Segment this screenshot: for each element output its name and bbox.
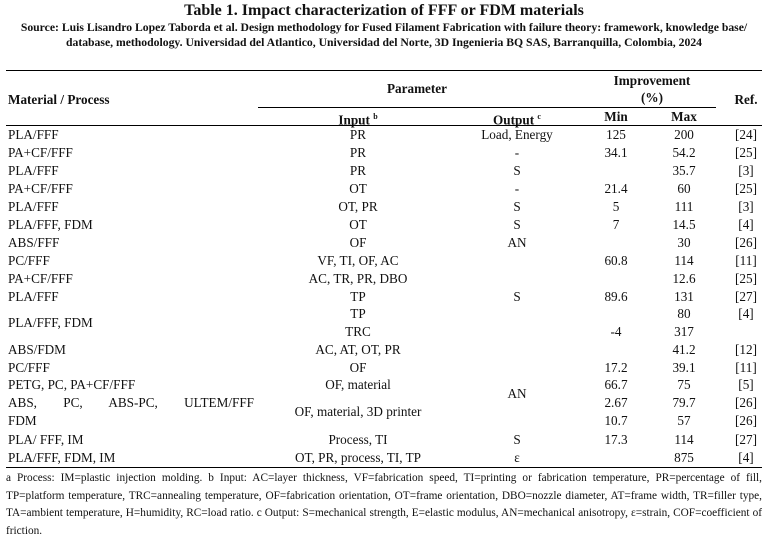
row-material: PLA/FFF bbox=[8, 163, 59, 178]
header-material: Material / Process bbox=[8, 92, 110, 107]
row-material: ABS/FDM bbox=[8, 342, 66, 357]
row-input: OF bbox=[349, 235, 367, 250]
row-ref: [27] bbox=[735, 289, 757, 304]
row-ref: [26] bbox=[735, 235, 757, 250]
header-output: Output $^c$ bbox=[493, 112, 541, 128]
row-material: PC/FFF bbox=[8, 253, 50, 268]
row-input: AC, AT, OT, PR bbox=[315, 342, 401, 357]
row-max: 14.5 bbox=[672, 217, 696, 232]
row-ref: [25] bbox=[735, 271, 757, 286]
row-input: PR bbox=[349, 145, 367, 160]
row-max: 200 bbox=[674, 127, 694, 142]
row-material: PLA/FFF bbox=[8, 127, 59, 142]
row-min: 125 bbox=[606, 127, 626, 142]
row-max: 60 bbox=[677, 181, 691, 196]
row-min: 34.1 bbox=[604, 145, 628, 160]
row-output: AN bbox=[507, 235, 527, 250]
header-min: Min bbox=[604, 109, 628, 124]
row-ref: [3] bbox=[738, 163, 754, 178]
row-output: - bbox=[514, 145, 520, 160]
row-max: 875 bbox=[674, 450, 694, 465]
row-input: Process, TI bbox=[328, 432, 388, 447]
row-max: 79.7 bbox=[672, 395, 696, 410]
row-min: 89.6 bbox=[604, 289, 628, 304]
row-material: ABS/FFF bbox=[8, 235, 60, 250]
row-min: 21.4 bbox=[604, 181, 628, 196]
row-max: 114 bbox=[674, 432, 694, 447]
row-max: 39.1 bbox=[672, 360, 696, 375]
row-ref: [24] bbox=[735, 127, 757, 142]
row-ref: [4] bbox=[738, 306, 754, 321]
row-min: 17.3 bbox=[604, 432, 628, 447]
row-ref: [3] bbox=[738, 199, 754, 214]
row-material: PETG, PC, PA+CF/FFF bbox=[8, 377, 136, 392]
row-max: 35.7 bbox=[672, 163, 696, 178]
row-max: 54.2 bbox=[672, 145, 696, 160]
row-ref: [11] bbox=[735, 253, 757, 268]
row-min: 60.8 bbox=[604, 253, 628, 268]
row-max-2: 317 bbox=[674, 324, 694, 339]
row-input: PR bbox=[349, 163, 367, 178]
row-input: OT, PR, process, TI, TP bbox=[294, 450, 421, 465]
row-input: TP bbox=[350, 289, 366, 304]
row-input: TP bbox=[350, 306, 366, 321]
row-material: PA+CF/FFF bbox=[8, 271, 73, 286]
row-output: S bbox=[513, 217, 521, 232]
header-input: Input $^b$ bbox=[338, 112, 378, 128]
header-mid-rule bbox=[258, 107, 716, 108]
row-material: PA+CF/FFF bbox=[8, 145, 73, 160]
row-material: PLA/FFF, FDM bbox=[8, 217, 93, 232]
row-max: 75 bbox=[677, 377, 691, 392]
row-output: S bbox=[513, 199, 521, 214]
row-max: 80 bbox=[677, 306, 691, 321]
row-max-2: 57 bbox=[677, 413, 691, 428]
row-ref: [26] bbox=[735, 395, 757, 410]
row-max: 30 bbox=[677, 235, 691, 250]
row-material: PLA/FFF, FDM bbox=[8, 315, 93, 330]
row-min: 17.2 bbox=[604, 360, 628, 375]
table-footnote: a Process: IM=plastic injection molding. b Input: AC=layer thickness, VF=fabrication speed, TI=printing or fabrication temperature, PR=percentage of fill, TP=platform temperature, TRC=annealing temperature, OF=fabrication orientation, OT=frame orientation, DBO=nozzle diameter, AT=frame width, TR=filler type, TA=ambient temperature, H=humidity, RC=load ratio. c Output: S=mechanical strength, E=elastic modulus, AN=mechanical anisotropy, ε=strain, COF=coefficient of friction. bbox=[6, 472, 762, 537]
row-max: 114 bbox=[674, 253, 694, 268]
row-min: 66.7 bbox=[604, 377, 628, 392]
row-output: - bbox=[514, 181, 520, 196]
row-output: AN bbox=[507, 386, 527, 401]
header-ref: Ref. bbox=[734, 92, 758, 107]
row-min: 2.67 bbox=[604, 395, 628, 410]
row-output: ε bbox=[514, 450, 520, 465]
row-max: 111 bbox=[674, 199, 694, 214]
row-material: PLA/ FFF, IM bbox=[8, 432, 84, 447]
bottom-rule bbox=[6, 467, 762, 468]
header-improvement: Improvement bbox=[613, 73, 691, 88]
row-material: PA+CF/FFF bbox=[8, 181, 73, 196]
row-material: ABS, PC, ABS-PC, ULTEM/FFF bbox=[8, 395, 254, 410]
header-bottom-rule bbox=[6, 125, 762, 126]
row-material-2: FDM bbox=[8, 413, 37, 428]
row-max: 41.2 bbox=[672, 342, 696, 357]
row-material: PLA/FFF bbox=[8, 199, 59, 214]
row-ref: [4] bbox=[738, 450, 754, 465]
row-ref: [11] bbox=[735, 360, 757, 375]
header-improvement-unit: (%) bbox=[641, 90, 663, 105]
row-ref: [5] bbox=[738, 377, 754, 392]
row-min-2: 10.7 bbox=[604, 413, 628, 428]
row-input: OT bbox=[349, 181, 367, 196]
top-rule bbox=[6, 70, 762, 71]
table-title: Table 1. Impact characterization of FFF or FDM materials bbox=[184, 2, 584, 19]
row-material: PLA/FFF, FDM, IM bbox=[8, 450, 116, 465]
row-min: 7 bbox=[612, 217, 620, 232]
row-output: Load, Energy bbox=[481, 127, 553, 142]
header-parameter: Parameter bbox=[386, 81, 448, 96]
row-output: S bbox=[513, 289, 521, 304]
row-input: AC, TR, PR, DBO bbox=[308, 271, 408, 286]
row-input: OT, PR bbox=[338, 199, 378, 214]
row-output: S bbox=[513, 163, 521, 178]
row-ref: [4] bbox=[738, 217, 754, 232]
row-min: 5 bbox=[612, 199, 620, 214]
row-ref: [25] bbox=[735, 145, 757, 160]
row-input: PR bbox=[349, 127, 367, 142]
row-input: OT bbox=[349, 217, 367, 232]
row-input: OF, material bbox=[325, 377, 391, 392]
row-material: PLA/FFF bbox=[8, 289, 59, 304]
table-source: Source: Luis Lisandro Lopez Taborda et al. Design methodology for Fused Filament Fabrication with failure theory: framework, knowledge base/ database, methodology. Universidad del Atlantico, Universidad del Norte, 3D Ingenieria BQ SAS, Barranquilla, Colombia, 2024 bbox=[20, 21, 748, 49]
row-material: PC/FFF bbox=[8, 360, 50, 375]
row-ref: [12] bbox=[735, 342, 757, 357]
row-input: OF, material, 3D printer bbox=[294, 404, 422, 419]
row-min-2: -4 bbox=[610, 324, 622, 339]
row-input: OF bbox=[349, 360, 367, 375]
row-ref: [27] bbox=[735, 432, 757, 447]
row-max: 131 bbox=[674, 289, 694, 304]
row-ref-2: [26] bbox=[735, 413, 757, 428]
row-input: VF, TI, OF, AC bbox=[317, 253, 399, 268]
row-max: 12.6 bbox=[672, 271, 696, 286]
header-max: Max bbox=[671, 109, 697, 124]
row-output: S bbox=[513, 432, 521, 447]
row-ref: [25] bbox=[735, 181, 757, 196]
row-input-2: TRC bbox=[345, 324, 371, 339]
